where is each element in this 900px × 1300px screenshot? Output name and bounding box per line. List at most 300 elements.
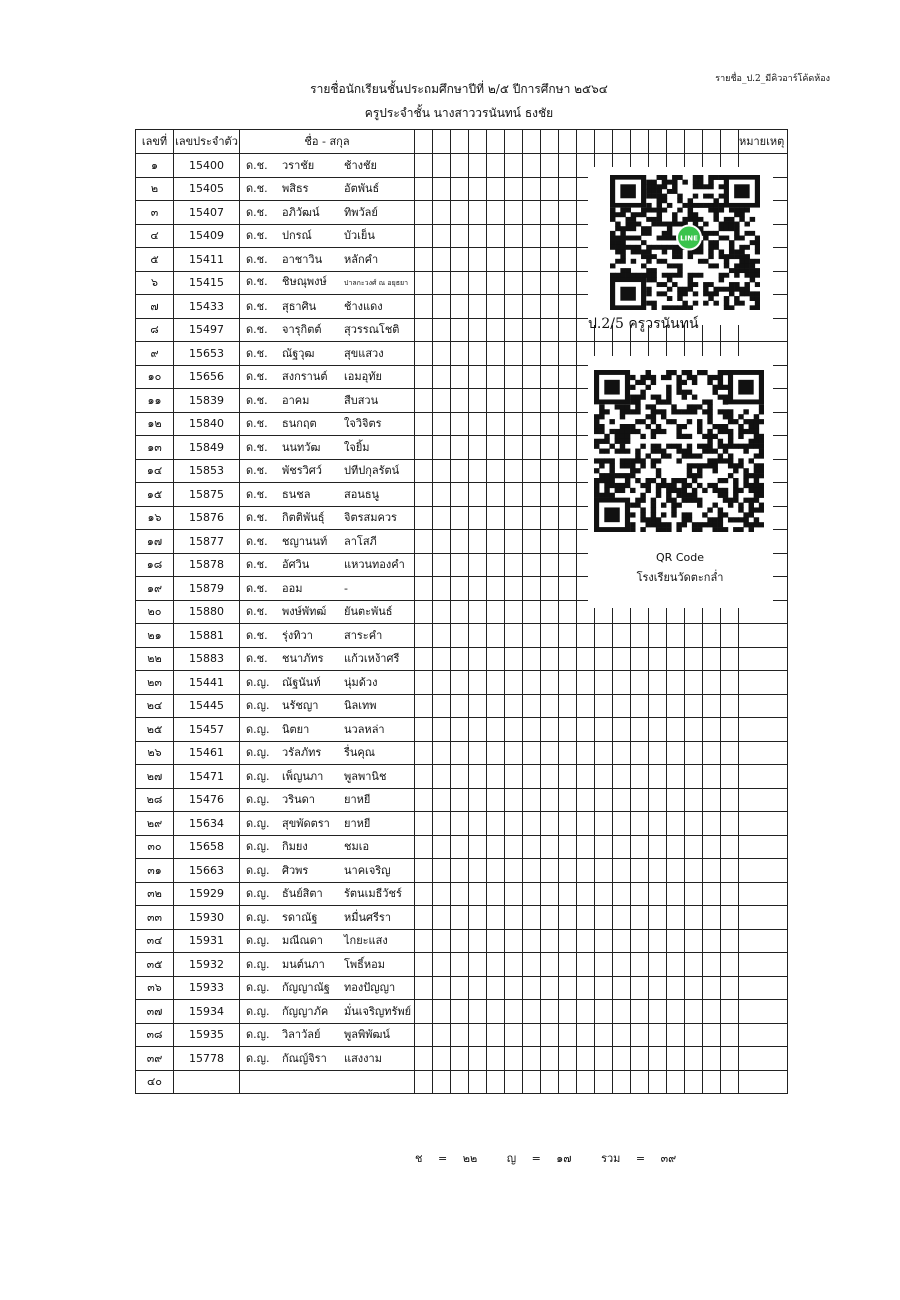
blank-cell — [703, 671, 721, 695]
blank-cell — [541, 177, 559, 201]
blank-cell — [433, 483, 451, 507]
row-number: ๑๐ — [136, 365, 174, 389]
blank-cell — [505, 1000, 523, 1024]
blank-cell — [559, 812, 577, 836]
student-name — [240, 154, 415, 178]
row-number: ๓๒ — [136, 882, 174, 906]
header-blank — [487, 130, 505, 154]
blank-cell — [541, 530, 559, 554]
blank-cell — [433, 224, 451, 248]
blank-cell — [685, 694, 703, 718]
blank-cell — [433, 647, 451, 671]
name-prefix: ด.ช. — [246, 417, 268, 431]
table-row — [136, 953, 788, 977]
student-id: 15875 — [174, 483, 240, 507]
student-id: 15931 — [174, 929, 240, 953]
blank-cell — [415, 765, 433, 789]
table-row — [136, 835, 788, 859]
blank-cell — [649, 765, 667, 789]
student-name — [240, 929, 415, 953]
blank-cell — [433, 459, 451, 483]
blank-cell — [667, 859, 685, 883]
last-name: อัตพันธ์ — [344, 182, 380, 196]
blank-cell — [433, 694, 451, 718]
blank-cell — [559, 177, 577, 201]
blank-cell — [613, 1023, 631, 1047]
row-number: ๓๔ — [136, 929, 174, 953]
blank-cell — [541, 882, 559, 906]
remark-cell — [739, 718, 788, 742]
blank-cell — [523, 530, 541, 554]
blank-cell — [433, 248, 451, 272]
student-id: 15934 — [174, 1000, 240, 1024]
blank-cell — [451, 835, 469, 859]
blank-cell — [541, 201, 559, 225]
blank-cell — [433, 271, 451, 295]
blank-cell — [469, 412, 487, 436]
student-name — [240, 647, 415, 671]
first-name: ชิษณุพงษ์ — [282, 275, 327, 289]
blank-cell — [523, 177, 541, 201]
blank-cell — [577, 859, 595, 883]
blank-cell — [451, 436, 469, 460]
student-name — [240, 365, 415, 389]
last-name: แสงงาม — [344, 1051, 382, 1065]
blank-cell — [613, 765, 631, 789]
row-number: ๑๖ — [136, 506, 174, 530]
blank-cell — [433, 929, 451, 953]
last-name: นาคเจริญ — [344, 863, 391, 877]
blank-cell — [415, 1070, 433, 1094]
row-number: ๑ — [136, 154, 174, 178]
blank-cell — [649, 647, 667, 671]
blank-cell — [469, 671, 487, 695]
blank-cell — [469, 530, 487, 554]
blank-cell — [433, 201, 451, 225]
blank-cell — [577, 1000, 595, 1024]
blank-cell — [577, 929, 595, 953]
blank-cell — [577, 788, 595, 812]
blank-cell — [451, 506, 469, 530]
blank-cell — [505, 154, 523, 178]
blank-cell — [451, 906, 469, 930]
teacher-line: ครูประจำชั้น นางสาววรนันทน์ ธงชัย — [364, 106, 554, 120]
blank-cell — [667, 835, 685, 859]
header-blank — [433, 130, 451, 154]
student-id: 15839 — [174, 389, 240, 413]
blank-cell — [541, 812, 559, 836]
student-id: 15658 — [174, 835, 240, 859]
student-id: 15879 — [174, 577, 240, 601]
blank-cell — [649, 906, 667, 930]
student-id: 15849 — [174, 436, 240, 460]
student-name — [240, 694, 415, 718]
blank-cell — [469, 483, 487, 507]
row-number: ๘ — [136, 318, 174, 342]
last-name: พูลพานิช — [344, 769, 387, 783]
blank-cell — [577, 835, 595, 859]
blank-cell — [451, 295, 469, 319]
blank-cell — [685, 671, 703, 695]
blank-cell — [667, 953, 685, 977]
name-prefix: ด.ช. — [246, 158, 268, 172]
header-id: เลขประจำตัว — [174, 130, 240, 154]
blank-cell — [703, 906, 721, 930]
blank-cell — [433, 295, 451, 319]
blank-cell — [451, 765, 469, 789]
table-row — [136, 788, 788, 812]
blank-cell — [451, 1000, 469, 1024]
student-name — [240, 1023, 415, 1047]
blank-cell — [415, 976, 433, 1000]
header-blank — [559, 130, 577, 154]
student-name — [240, 295, 415, 319]
blank-cell — [469, 295, 487, 319]
blank-cell — [469, 788, 487, 812]
student-name — [240, 342, 415, 366]
eq-2: = — [531, 1152, 541, 1165]
blank-cell — [523, 718, 541, 742]
blank-cell — [667, 624, 685, 648]
blank-cell — [685, 647, 703, 671]
first-name: กัณญ์จิรา — [282, 1051, 327, 1065]
last-name: ทองปัญญา — [344, 981, 396, 995]
blank-cell — [487, 1000, 505, 1024]
blank-cell — [523, 929, 541, 953]
blank-cell — [541, 976, 559, 1000]
blank-cell — [559, 1023, 577, 1047]
first-name: วรัลภัทร — [282, 746, 322, 760]
blank-cell — [415, 224, 433, 248]
blank-cell — [613, 835, 631, 859]
first-name: วรินดา — [282, 793, 315, 807]
blank-cell — [541, 365, 559, 389]
header-blank — [577, 130, 595, 154]
blank-cell — [487, 624, 505, 648]
blank-cell — [577, 1047, 595, 1071]
student-name — [240, 436, 415, 460]
blank-cell — [487, 835, 505, 859]
blank-cell — [487, 694, 505, 718]
student-name — [240, 412, 415, 436]
blank-cell — [523, 600, 541, 624]
table-row — [136, 765, 788, 789]
student-name — [240, 765, 415, 789]
student-name — [240, 224, 415, 248]
blank-cell — [703, 718, 721, 742]
blank-cell — [595, 647, 613, 671]
blank-cell — [505, 412, 523, 436]
blank-cell — [469, 248, 487, 272]
blank-cell — [595, 718, 613, 742]
student-id: 15853 — [174, 459, 240, 483]
remark-cell — [739, 859, 788, 883]
blank-cell — [559, 412, 577, 436]
blank-cell — [487, 248, 505, 272]
blank-cell — [685, 1047, 703, 1071]
blank-cell — [415, 577, 433, 601]
last-name: แก้วเหง้าศรี — [344, 652, 400, 666]
student-id: 15457 — [174, 718, 240, 742]
blank-cell — [415, 342, 433, 366]
blank-cell — [541, 788, 559, 812]
blank-cell — [703, 882, 721, 906]
blank-cell — [451, 1023, 469, 1047]
row-number: ๕ — [136, 248, 174, 272]
student-id: 15476 — [174, 788, 240, 812]
qr-line-panel — [588, 167, 773, 325]
name-prefix: ด.ช. — [246, 558, 268, 572]
blank-cell — [487, 318, 505, 342]
blank-cell — [433, 835, 451, 859]
blank-cell — [685, 741, 703, 765]
blank-cell — [667, 647, 685, 671]
header-blank — [595, 130, 613, 154]
blank-cell — [613, 718, 631, 742]
blank-cell — [541, 1047, 559, 1071]
blank-cell — [721, 694, 739, 718]
blank-cell — [541, 295, 559, 319]
last-name: ยันตะพันธ์ — [344, 605, 393, 619]
name-prefix: ด.ช. — [246, 487, 268, 501]
blank-cell — [721, 812, 739, 836]
last-name: ช้างแดง — [344, 299, 383, 313]
blank-cell — [541, 600, 559, 624]
blank-cell — [613, 812, 631, 836]
blank-cell — [667, 976, 685, 1000]
blank-cell — [631, 1070, 649, 1094]
blank-cell — [487, 600, 505, 624]
blank-cell — [523, 295, 541, 319]
blank-cell — [469, 882, 487, 906]
blank-cell — [415, 295, 433, 319]
last-name: แหวนทองคำ — [344, 558, 405, 572]
blank-cell — [541, 765, 559, 789]
total-label: รวม — [601, 1152, 621, 1165]
student-id: 15471 — [174, 765, 240, 789]
blank-cell — [505, 741, 523, 765]
row-number: ๑๕ — [136, 483, 174, 507]
header-blank — [541, 130, 559, 154]
blank-cell — [451, 1070, 469, 1094]
blank-cell — [559, 1070, 577, 1094]
blank-cell — [559, 647, 577, 671]
first-name: กัญญาณัฐ — [282, 981, 330, 995]
row-number: ๑๓ — [136, 436, 174, 460]
blank-cell — [667, 929, 685, 953]
blank-cell — [415, 459, 433, 483]
blank-cell — [415, 624, 433, 648]
blank-cell — [487, 788, 505, 812]
blank-cell — [703, 1047, 721, 1071]
blank-cell — [487, 1070, 505, 1094]
blank-cell — [649, 859, 667, 883]
blank-cell — [613, 1070, 631, 1094]
blank-cell — [523, 1000, 541, 1024]
first-name: อภิวัฒน์ — [282, 205, 320, 219]
blank-cell — [523, 365, 541, 389]
student-id: 15653 — [174, 342, 240, 366]
name-prefix: ด.ญ. — [246, 675, 270, 689]
blank-cell — [667, 1023, 685, 1047]
remark-cell — [739, 741, 788, 765]
student-id: 15880 — [174, 600, 240, 624]
blank-cell — [685, 1070, 703, 1094]
blank-cell — [505, 788, 523, 812]
blank-cell — [667, 671, 685, 695]
blank-cell — [685, 929, 703, 953]
blank-cell — [631, 624, 649, 648]
blank-cell — [469, 694, 487, 718]
blank-cell — [685, 1023, 703, 1047]
table-header-row — [136, 130, 788, 154]
blank-cell — [433, 976, 451, 1000]
last-name: ลาโสภี — [344, 534, 377, 548]
table-row — [136, 812, 788, 836]
header-remark: หมายเหตุ — [739, 130, 788, 154]
row-number: ๒๒ — [136, 647, 174, 671]
blank-cell — [541, 248, 559, 272]
blank-cell — [703, 812, 721, 836]
blank-cell — [649, 1023, 667, 1047]
blank-cell — [721, 835, 739, 859]
blank-cell — [523, 224, 541, 248]
blank-cell — [667, 906, 685, 930]
student-name — [240, 1047, 415, 1071]
row-number: ๗ — [136, 295, 174, 319]
blank-cell — [451, 694, 469, 718]
row-number: ๓ — [136, 201, 174, 225]
blank-cell — [541, 1023, 559, 1047]
blank-cell — [649, 741, 667, 765]
boys-count: ๒๒ — [462, 1152, 478, 1165]
blank-cell — [685, 859, 703, 883]
blank-cell — [577, 976, 595, 1000]
blank-cell — [577, 694, 595, 718]
name-prefix: ด.ช. — [246, 346, 268, 360]
blank-cell — [487, 271, 505, 295]
blank-cell — [505, 1047, 523, 1071]
table-row — [136, 718, 788, 742]
blank-cell — [433, 953, 451, 977]
blank-cell — [505, 201, 523, 225]
header-blank — [613, 130, 631, 154]
blank-cell — [451, 318, 469, 342]
blank-cell — [631, 1047, 649, 1071]
blank-cell — [631, 718, 649, 742]
student-name — [240, 1070, 415, 1094]
blank-cell — [541, 1070, 559, 1094]
svg-text:LINE: LINE — [680, 234, 698, 243]
blank-cell — [469, 976, 487, 1000]
blank-cell — [595, 882, 613, 906]
student-name — [240, 718, 415, 742]
blank-cell — [451, 177, 469, 201]
blank-cell — [613, 1000, 631, 1024]
blank-cell — [631, 953, 649, 977]
name-prefix: ด.ช. — [246, 464, 268, 478]
blank-cell — [721, 671, 739, 695]
name-prefix: ด.ญ. — [246, 910, 270, 924]
blank-cell — [541, 647, 559, 671]
blank-cell — [541, 318, 559, 342]
blank-cell — [631, 882, 649, 906]
blank-cell — [433, 1070, 451, 1094]
blank-cell — [631, 671, 649, 695]
blank-cell — [469, 953, 487, 977]
blank-cell — [649, 835, 667, 859]
blank-cell — [451, 530, 469, 554]
blank-cell — [595, 953, 613, 977]
blank-cell — [559, 201, 577, 225]
last-name: ยาหยี — [344, 793, 371, 807]
header-blank — [631, 130, 649, 154]
blank-cell — [451, 342, 469, 366]
blank-cell — [415, 318, 433, 342]
blank-cell — [505, 765, 523, 789]
blank-cell — [685, 882, 703, 906]
student-id: 15876 — [174, 506, 240, 530]
first-name: มณีณดา — [282, 934, 323, 948]
student-name — [240, 506, 415, 530]
student-id: 15883 — [174, 647, 240, 671]
row-number: ๒๖ — [136, 741, 174, 765]
student-id: 15497 — [174, 318, 240, 342]
blank-cell — [721, 1047, 739, 1071]
blank-cell — [415, 906, 433, 930]
blank-cell — [577, 765, 595, 789]
row-number: ๖ — [136, 271, 174, 295]
blank-cell — [433, 600, 451, 624]
blank-cell — [433, 530, 451, 554]
blank-cell — [559, 600, 577, 624]
blank-cell — [487, 483, 505, 507]
blank-cell — [505, 600, 523, 624]
remark-cell — [739, 788, 788, 812]
blank-cell — [631, 835, 649, 859]
blank-cell — [415, 201, 433, 225]
blank-cell — [469, 718, 487, 742]
last-name: หลักคำ — [344, 252, 379, 266]
table-row — [136, 624, 788, 648]
student-id: 15445 — [174, 694, 240, 718]
header-blank — [505, 130, 523, 154]
blank-cell — [469, 342, 487, 366]
student-id: 15878 — [174, 553, 240, 577]
blank-cell — [685, 624, 703, 648]
blank-cell — [559, 577, 577, 601]
blank-cell — [487, 154, 505, 178]
qr-label-line1: QR Code — [656, 551, 704, 564]
blank-cell — [523, 671, 541, 695]
blank-cell — [505, 882, 523, 906]
last-name: นวลหล่า — [344, 722, 385, 736]
blank-cell — [559, 295, 577, 319]
student-name — [240, 483, 415, 507]
table-row — [136, 647, 788, 671]
first-name: สงกรานต์ — [282, 370, 328, 384]
name-prefix: ด.ช. — [246, 299, 268, 313]
blank-cell — [451, 1047, 469, 1071]
blank-cell — [559, 365, 577, 389]
name-prefix: ด.ช. — [246, 628, 268, 642]
blank-cell — [415, 483, 433, 507]
row-number: ๒๙ — [136, 812, 174, 836]
blank-cell — [505, 929, 523, 953]
header-blank — [415, 130, 433, 154]
blank-cell — [505, 271, 523, 295]
blank-cell — [559, 741, 577, 765]
